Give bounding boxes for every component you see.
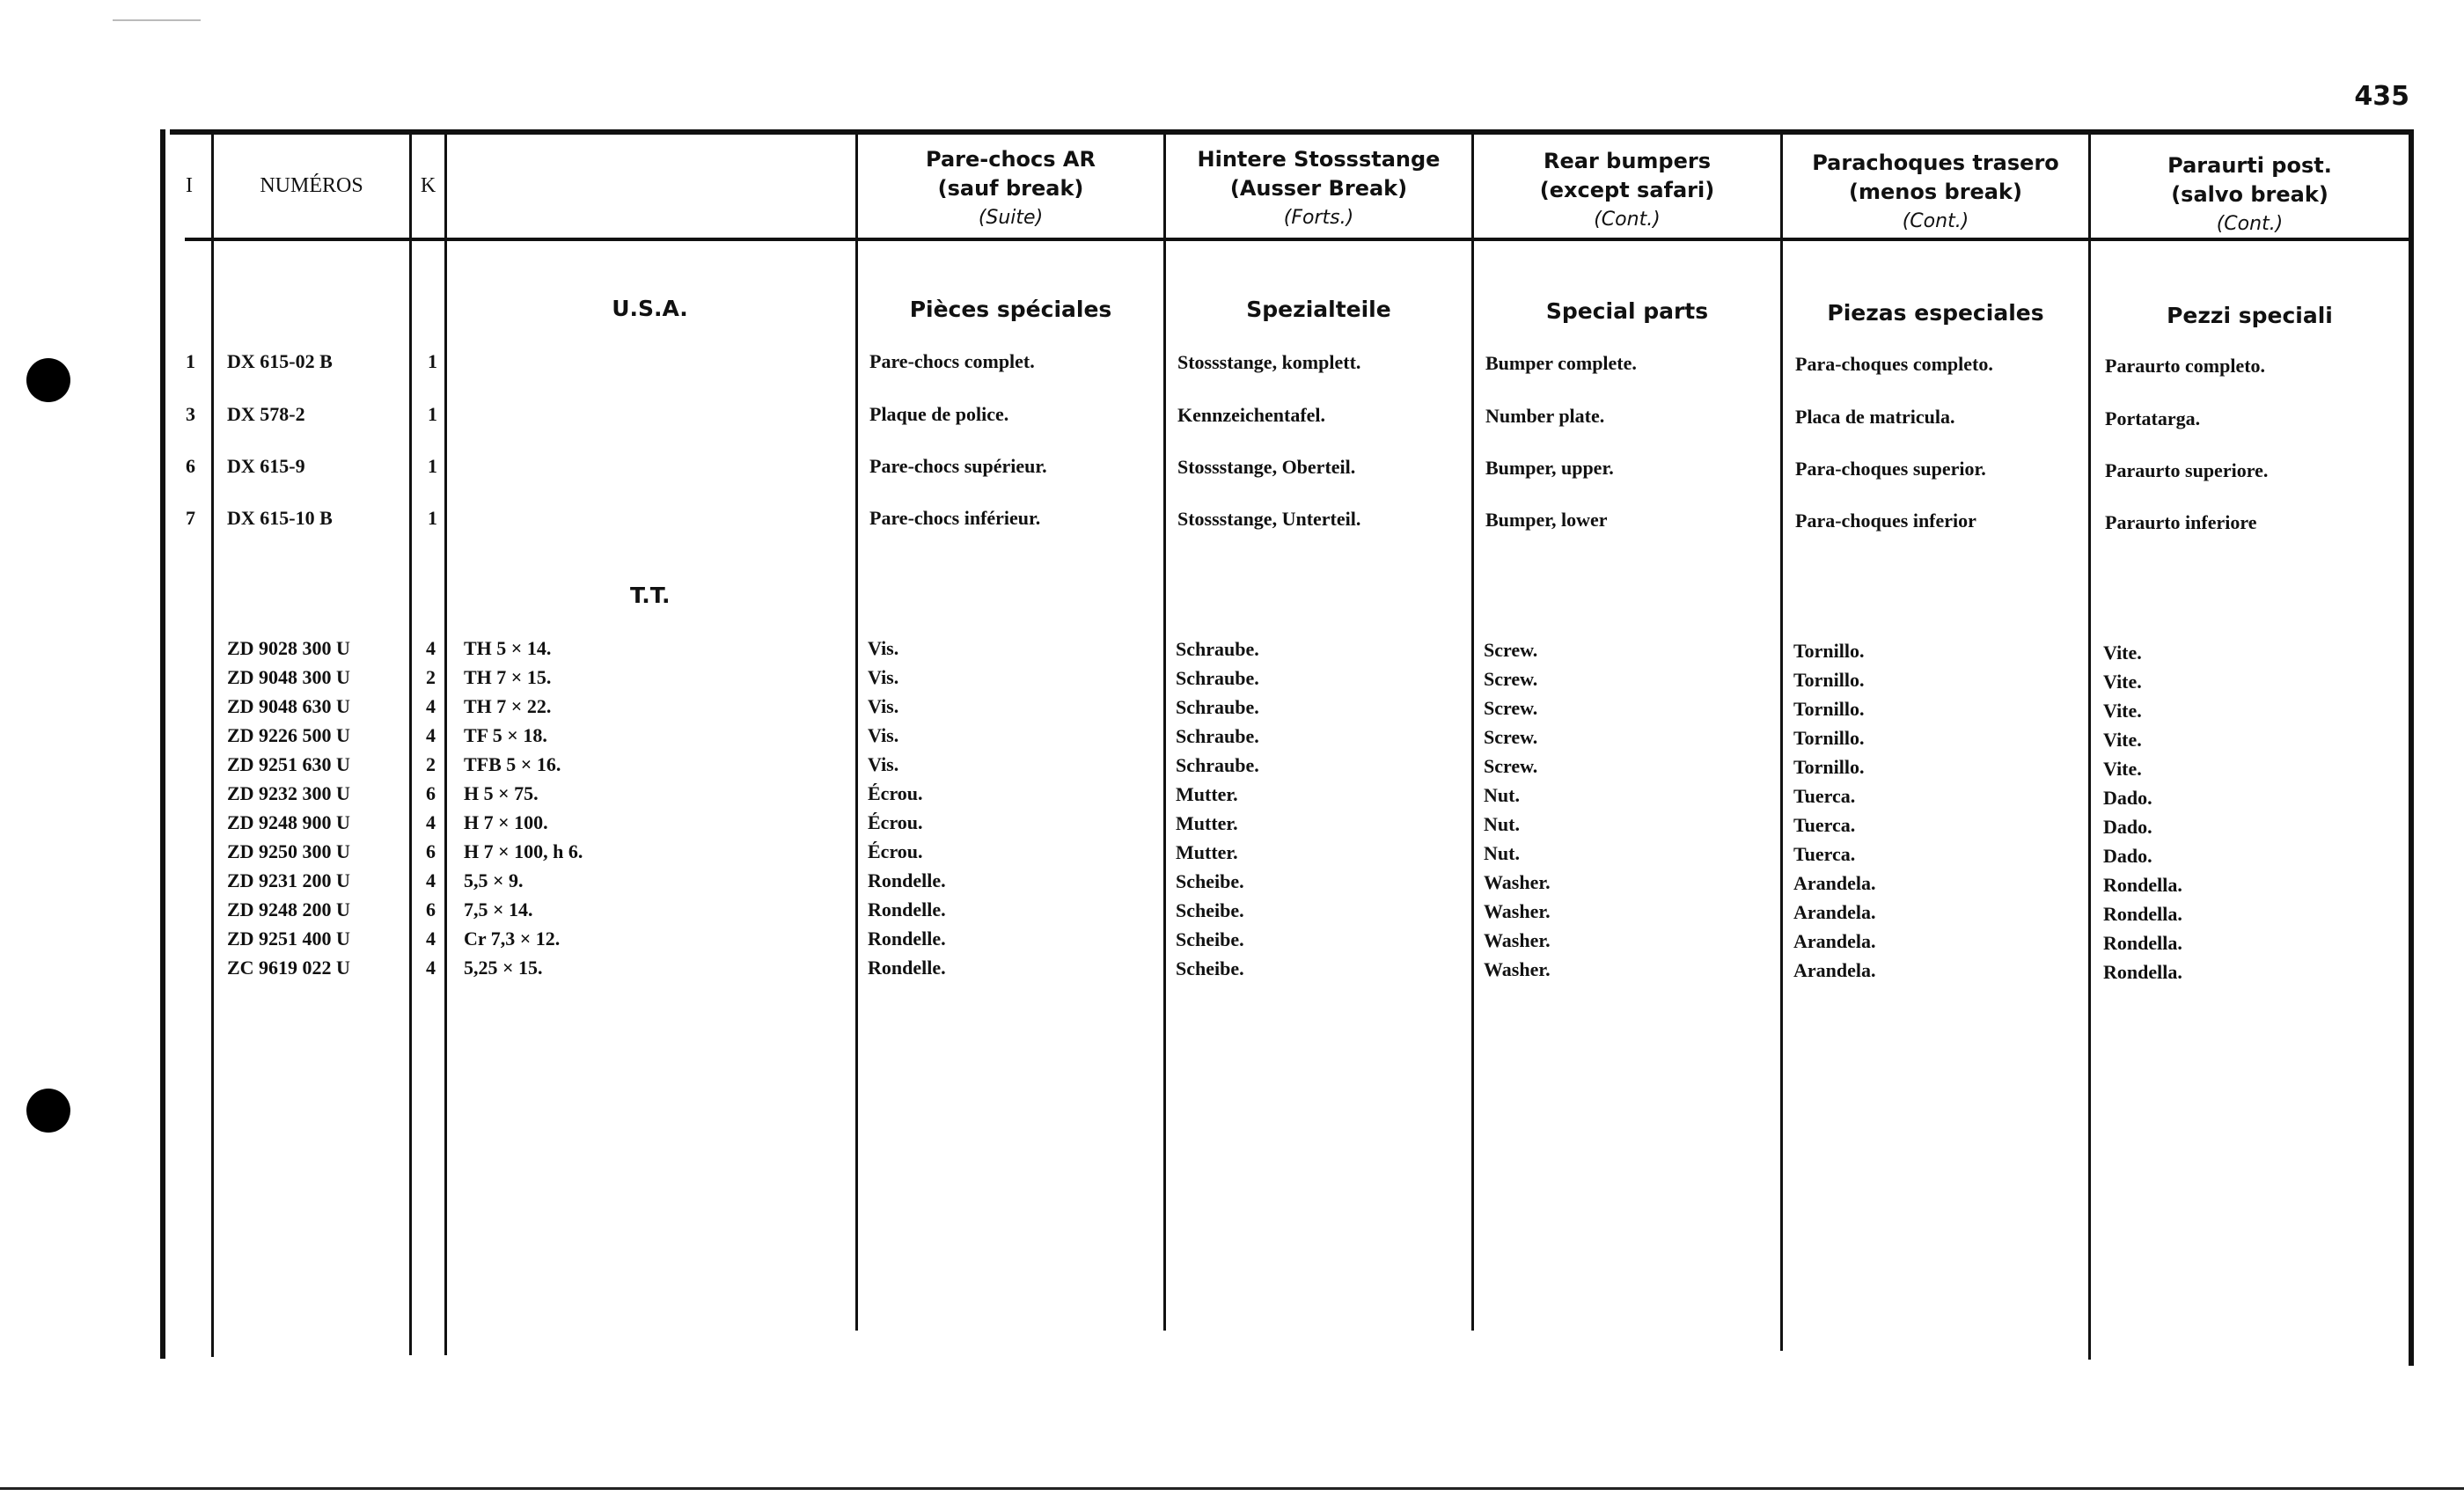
part-number: DX 615-9 bbox=[227, 455, 305, 477]
description-it: Paraurto inferiore bbox=[2105, 511, 2257, 533]
quantity: 6 bbox=[426, 898, 436, 920]
description-it: Rondella. bbox=[2103, 903, 2182, 925]
subhead-english: Special parts bbox=[1545, 298, 1709, 324]
table-top-border bbox=[170, 129, 2411, 135]
part-number: ZD 9231 200 U bbox=[227, 869, 350, 891]
description-fr: Plaque de police. bbox=[869, 403, 1009, 425]
part-number: ZD 9048 630 U bbox=[227, 695, 350, 717]
description-en: Nut. bbox=[1484, 813, 1520, 835]
part-number: ZD 9251 630 U bbox=[227, 753, 350, 775]
description-it: Vite. bbox=[2103, 700, 2142, 722]
row-index: 3 bbox=[186, 403, 195, 425]
description-de: Schraube. bbox=[1176, 725, 1259, 747]
quantity: 4 bbox=[426, 869, 436, 891]
description-it: Paraurto completo. bbox=[2105, 355, 2266, 377]
quantity: 6 bbox=[426, 840, 436, 862]
description-fr: Rondelle. bbox=[868, 928, 946, 950]
description-fr: Écrou. bbox=[868, 811, 923, 833]
quantity: 2 bbox=[426, 753, 436, 775]
description-es: Tornillo. bbox=[1793, 756, 1865, 778]
subhead-french: Pièces spéciales bbox=[909, 297, 1112, 322]
description-en: Bumper, lower bbox=[1485, 509, 1608, 531]
description-en: Washer. bbox=[1484, 958, 1551, 980]
part-spec: 5,25 × 15. bbox=[464, 957, 543, 979]
description-es: Placa de matricula. bbox=[1795, 406, 1955, 428]
description-it: Rondella. bbox=[2103, 961, 2182, 983]
part-number: ZD 9250 300 U bbox=[227, 840, 350, 862]
header-continued: (Cont.) bbox=[2216, 213, 2284, 235]
description-en: Washer. bbox=[1484, 871, 1551, 893]
header-subtitle: (Ausser Break) bbox=[1229, 176, 1408, 201]
description-es: Tornillo. bbox=[1793, 640, 1865, 662]
description-fr: Écrou. bbox=[868, 840, 923, 862]
quantity: 6 bbox=[426, 782, 436, 804]
description-es: Arandela. bbox=[1793, 930, 1876, 952]
header-title: Parachoques trasero bbox=[1812, 150, 2059, 175]
part-spec: H 7 × 100, h 6. bbox=[464, 840, 583, 862]
part-number: ZD 9048 300 U bbox=[227, 666, 350, 688]
header-continued: (Suite) bbox=[978, 207, 1044, 229]
part-spec: H 5 × 75. bbox=[464, 782, 539, 804]
header-col-spanish bbox=[1783, 149, 2088, 236]
description-de: Schraube. bbox=[1176, 696, 1259, 718]
description-fr: Pare-chocs supérieur. bbox=[869, 455, 1047, 477]
description-it: Dado. bbox=[2103, 787, 2152, 809]
header-subtitle: (sauf break) bbox=[937, 176, 1084, 201]
part-number: ZD 9248 200 U bbox=[227, 898, 350, 920]
description-en: Nut. bbox=[1484, 784, 1520, 806]
part-spec: 5,5 × 9. bbox=[464, 869, 524, 891]
description-en: Screw. bbox=[1484, 697, 1538, 719]
description-es: Para-choques inferior bbox=[1795, 510, 1976, 532]
header-col-german bbox=[1166, 145, 1471, 232]
description-en: Nut. bbox=[1484, 842, 1520, 864]
description-de: Scheibe. bbox=[1176, 899, 1244, 921]
description-fr: Vis. bbox=[868, 695, 899, 717]
page-bottom-rule bbox=[0, 1487, 2464, 1490]
header-title: Rear bumpers bbox=[1544, 149, 1711, 173]
row-index: 7 bbox=[186, 507, 195, 529]
description-fr: Écrou. bbox=[868, 782, 923, 804]
page-number: 435 bbox=[2354, 81, 2409, 112]
description-fr: Pare-chocs complet. bbox=[869, 350, 1035, 372]
header-title: Paraurti post. bbox=[2167, 153, 2332, 178]
description-es: Arandela. bbox=[1793, 872, 1876, 894]
description-en: Washer. bbox=[1484, 900, 1551, 922]
part-number: ZD 9028 300 U bbox=[227, 637, 350, 659]
header-title: Hintere Stossstange bbox=[1197, 147, 1441, 172]
part-spec: TH 5 × 14. bbox=[464, 637, 552, 659]
description-de: Mutter. bbox=[1176, 841, 1238, 863]
description-en: Bumper, upper. bbox=[1485, 457, 1614, 479]
description-fr: Rondelle. bbox=[868, 898, 946, 920]
row-index: 1 bbox=[186, 350, 195, 372]
description-de: Kennzeichentafel. bbox=[1177, 404, 1326, 426]
description-de: Schraube. bbox=[1176, 638, 1259, 660]
part-number: DX 615-02 B bbox=[227, 350, 333, 372]
header-col-k: K bbox=[420, 174, 436, 197]
part-number: ZD 9232 300 U bbox=[227, 782, 350, 804]
description-en: Screw. bbox=[1484, 755, 1538, 777]
description-es: Arandela. bbox=[1793, 959, 1876, 981]
description-de: Schraube. bbox=[1176, 667, 1259, 689]
quantity: 4 bbox=[426, 695, 436, 717]
description-it: Dado. bbox=[2103, 816, 2152, 838]
description-fr: Rondelle. bbox=[868, 869, 946, 891]
part-spec: 7,5 × 14. bbox=[464, 898, 533, 920]
description-en: Number plate. bbox=[1485, 405, 1605, 427]
description-de: Scheibe. bbox=[1176, 870, 1244, 892]
description-de: Stossstange, Oberteil. bbox=[1177, 456, 1356, 478]
description-it: Rondella. bbox=[2103, 874, 2182, 896]
quantity: 1 bbox=[428, 403, 437, 425]
description-it: Vite. bbox=[2103, 642, 2142, 664]
description-de: Stossstange, komplett. bbox=[1177, 351, 1361, 373]
quantity: 4 bbox=[426, 928, 436, 950]
part-spec: Cr 7,3 × 12. bbox=[464, 928, 561, 950]
part-spec: TH 7 × 22. bbox=[464, 695, 552, 717]
description-it: Vite. bbox=[2103, 729, 2142, 751]
part-spec: TF 5 × 18. bbox=[464, 724, 547, 746]
part-spec: TH 7 × 15. bbox=[464, 666, 552, 688]
row-index: 6 bbox=[186, 455, 195, 477]
header-col-numeros: NUMÉROS bbox=[260, 174, 363, 197]
table-left-border bbox=[160, 129, 165, 1359]
header-title: Pare-chocs AR bbox=[926, 147, 1096, 172]
section-tt-label: T.T. bbox=[630, 583, 671, 608]
part-number: ZD 9226 500 U bbox=[227, 724, 350, 746]
description-es: Para-choques superior. bbox=[1795, 458, 1986, 480]
description-fr: Pare-chocs inférieur. bbox=[869, 507, 1041, 529]
description-de: Stossstange, Unterteil. bbox=[1177, 508, 1361, 530]
description-es: Arandela. bbox=[1793, 901, 1876, 923]
header-col-italian bbox=[2091, 151, 2409, 238]
description-en: Screw. bbox=[1484, 668, 1538, 690]
quantity: 1 bbox=[428, 507, 437, 529]
description-fr: Rondelle. bbox=[868, 957, 946, 979]
quantity: 4 bbox=[426, 724, 436, 746]
part-spec: TFB 5 × 16. bbox=[464, 753, 561, 775]
description-fr: Vis. bbox=[868, 753, 899, 775]
description-en: Screw. bbox=[1484, 639, 1538, 661]
description-es: Tornillo. bbox=[1793, 727, 1865, 749]
header-divider bbox=[185, 238, 2409, 241]
table-right-border bbox=[2409, 129, 2414, 1366]
description-es: Tuerca. bbox=[1793, 785, 1856, 807]
description-en: Washer. bbox=[1484, 929, 1551, 951]
quantity: 4 bbox=[426, 957, 436, 979]
quantity: 2 bbox=[426, 666, 436, 688]
description-de: Mutter. bbox=[1176, 783, 1238, 805]
part-number: ZD 9251 400 U bbox=[227, 928, 350, 950]
part-number: ZC 9619 022 U bbox=[227, 957, 350, 979]
description-de: Schraube. bbox=[1176, 754, 1259, 776]
scan-mark bbox=[113, 19, 201, 21]
description-de: Scheibe. bbox=[1176, 928, 1244, 950]
description-es: Tuerca. bbox=[1793, 814, 1856, 836]
description-de: Scheibe. bbox=[1176, 957, 1244, 979]
description-es: Para-choques completo. bbox=[1795, 353, 1993, 375]
header-subtitle: (except safari) bbox=[1539, 178, 1715, 202]
description-de: Mutter. bbox=[1176, 812, 1238, 834]
description-it: Dado. bbox=[2103, 845, 2152, 867]
header-continued: (Cont.) bbox=[1594, 209, 1661, 231]
description-it: Vite. bbox=[2103, 671, 2142, 693]
header-subtitle: (menos break) bbox=[1849, 180, 2022, 204]
description-it: Paraurto superiore. bbox=[2105, 459, 2269, 481]
description-es: Tornillo. bbox=[1793, 669, 1865, 691]
header-continued: (Cont.) bbox=[1902, 210, 1969, 232]
part-spec: H 7 × 100. bbox=[464, 811, 548, 833]
column-divider bbox=[409, 132, 412, 1355]
subhead-spanish: Piezas especiales bbox=[1827, 300, 2044, 326]
header-col-french bbox=[858, 145, 1163, 232]
subhead-italian: Pezzi speciali bbox=[2167, 303, 2333, 328]
part-number: DX 615-10 B bbox=[227, 507, 333, 529]
quantity: 1 bbox=[428, 455, 437, 477]
description-it: Portatarga. bbox=[2105, 407, 2201, 429]
subhead-german: Spezialteile bbox=[1246, 297, 1391, 322]
part-number: ZD 9248 900 U bbox=[227, 811, 350, 833]
description-fr: Vis. bbox=[868, 666, 899, 688]
quantity: 4 bbox=[426, 811, 436, 833]
quantity: 4 bbox=[426, 637, 436, 659]
description-en: Screw. bbox=[1484, 726, 1538, 748]
header-continued: (Forts.) bbox=[1283, 207, 1354, 229]
description-it: Rondella. bbox=[2103, 932, 2182, 954]
header-col-english bbox=[1474, 147, 1780, 234]
description-fr: Vis. bbox=[868, 637, 899, 659]
description-fr: Vis. bbox=[868, 724, 899, 746]
description-es: Tornillo. bbox=[1793, 698, 1865, 720]
description-it: Vite. bbox=[2103, 758, 2142, 780]
punch-hole-top bbox=[26, 358, 70, 402]
part-number: DX 578-2 bbox=[227, 403, 305, 425]
column-divider bbox=[211, 132, 214, 1357]
header-col-i: I bbox=[186, 174, 193, 197]
description-en: Bumper complete. bbox=[1485, 352, 1637, 374]
quantity: 1 bbox=[428, 350, 437, 372]
section-usa-label: U.S.A. bbox=[612, 296, 688, 321]
punch-hole-bottom bbox=[26, 1089, 70, 1133]
header-subtitle: (salvo break) bbox=[2171, 182, 2328, 207]
description-es: Tuerca. bbox=[1793, 843, 1856, 865]
